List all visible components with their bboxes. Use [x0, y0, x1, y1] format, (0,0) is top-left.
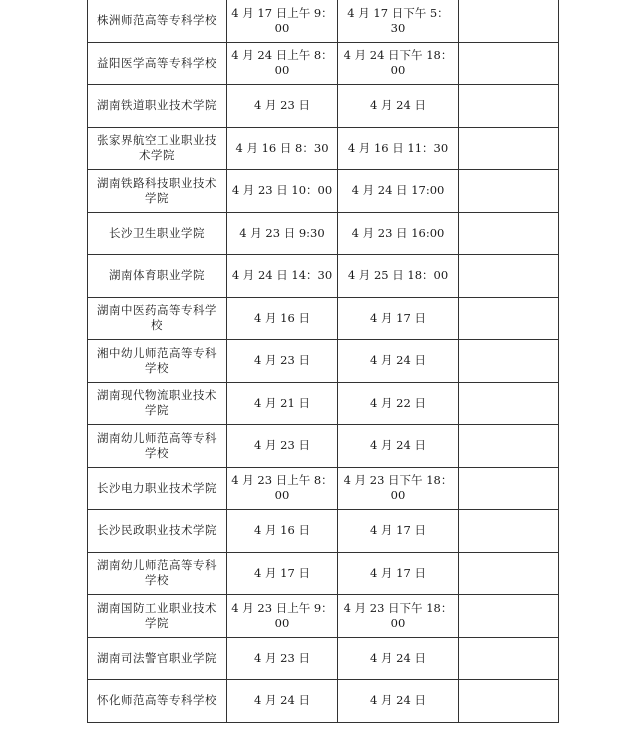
- school-name-cell: 湖南幼儿师范高等专科学校: [88, 552, 227, 595]
- end-time-cell: 4 月 17 日: [338, 297, 459, 340]
- note-cell: [459, 425, 559, 468]
- table-row: [88, 467, 559, 510]
- start-time-cell: 4 月 17 日: [227, 552, 338, 595]
- end-time-cell: 4 月 24 日: [338, 340, 459, 383]
- end-time-cell: 4 月 24 日: [338, 425, 459, 468]
- note-cell: [459, 467, 559, 510]
- school-name-cell: 张家界航空工业职业技术学院: [88, 127, 227, 170]
- start-time-cell: 4 月 23 日: [227, 637, 338, 680]
- note-cell: [459, 552, 559, 595]
- table-body: [88, 0, 559, 722]
- end-time-cell: 4 月 24 日 17:00: [338, 170, 459, 213]
- table-row: [88, 637, 559, 680]
- school-name-cell: 怀化师范高等专科学校: [88, 680, 227, 723]
- table-row: [88, 85, 559, 128]
- end-time-cell: 4 月 24 日下午 18：00: [338, 42, 459, 85]
- start-time-cell: 4 月 23 日 9:30: [227, 212, 338, 255]
- table-row: [88, 0, 559, 42]
- end-time-cell: 4 月 25 日 18：00: [338, 255, 459, 298]
- table-row: [88, 127, 559, 170]
- end-time-cell: 4 月 24 日: [338, 680, 459, 723]
- table-row: [88, 297, 559, 340]
- start-time-cell: 4 月 17 日上午 9：00: [227, 0, 338, 42]
- table-row: [88, 425, 559, 468]
- note-cell: [459, 255, 559, 298]
- start-time-cell: 4 月 23 日: [227, 85, 338, 128]
- start-time-cell: 4 月 23 日: [227, 340, 338, 383]
- end-time-cell: 4 月 23 日下午 18：00: [338, 595, 459, 638]
- start-time-cell: 4 月 23 日上午 8：00: [227, 467, 338, 510]
- start-time-cell: 4 月 16 日: [227, 510, 338, 553]
- start-time-cell: 4 月 23 日: [227, 425, 338, 468]
- school-name-cell: 长沙电力职业技术学院: [88, 467, 227, 510]
- table-row: [88, 340, 559, 383]
- school-name-cell: 湖南中医药高等专科学校: [88, 297, 227, 340]
- start-time-cell: 4 月 24 日上午 8：00: [227, 42, 338, 85]
- note-cell: [459, 85, 559, 128]
- schedule-table: [87, 0, 559, 723]
- note-cell: [459, 0, 559, 42]
- school-name-cell: 湖南铁道职业技术学院: [88, 85, 227, 128]
- end-time-cell: 4 月 23 日下午 18：00: [338, 467, 459, 510]
- end-time-cell: 4 月 17 日: [338, 552, 459, 595]
- note-cell: [459, 170, 559, 213]
- start-time-cell: 4 月 23 日 10：00: [227, 170, 338, 213]
- school-name-cell: 湖南司法警官职业学院: [88, 637, 227, 680]
- end-time-cell: 4 月 23 日 16:00: [338, 212, 459, 255]
- table-row: [88, 382, 559, 425]
- note-cell: [459, 340, 559, 383]
- end-time-cell: 4 月 16 日 11：30: [338, 127, 459, 170]
- start-time-cell: 4 月 23 日上午 9：00: [227, 595, 338, 638]
- table-row: [88, 552, 559, 595]
- note-cell: [459, 510, 559, 553]
- note-cell: [459, 212, 559, 255]
- start-time-cell: 4 月 24 日 14：30: [227, 255, 338, 298]
- school-name-cell: 湖南体育职业学院: [88, 255, 227, 298]
- school-name-cell: 湖南幼儿师范高等专科学校: [88, 425, 227, 468]
- note-cell: [459, 382, 559, 425]
- school-name-cell: 株洲师范高等专科学校: [88, 0, 227, 42]
- school-name-cell: 湘中幼儿师范高等专科学校: [88, 340, 227, 383]
- table-row: [88, 255, 559, 298]
- note-cell: [459, 297, 559, 340]
- start-time-cell: 4 月 21 日: [227, 382, 338, 425]
- note-cell: [459, 127, 559, 170]
- end-time-cell: 4 月 24 日: [338, 85, 459, 128]
- start-time-cell: 4 月 24 日: [227, 680, 338, 723]
- end-time-cell: 4 月 17 日: [338, 510, 459, 553]
- table-row: [88, 595, 559, 638]
- note-cell: [459, 680, 559, 723]
- table-row: [88, 170, 559, 213]
- school-name-cell: 湖南铁路科技职业技术学院: [88, 170, 227, 213]
- end-time-cell: 4 月 24 日: [338, 637, 459, 680]
- end-time-cell: 4 月 17 日下午 5：30: [338, 0, 459, 42]
- start-time-cell: 4 月 16 日 8：30: [227, 127, 338, 170]
- table-row: [88, 510, 559, 553]
- note-cell: [459, 42, 559, 85]
- school-name-cell: 湖南国防工业职业技术学院: [88, 595, 227, 638]
- school-name-cell: 益阳医学高等专科学校: [88, 42, 227, 85]
- table-row: [88, 42, 559, 85]
- school-name-cell: 长沙卫生职业学院: [88, 212, 227, 255]
- school-name-cell: 长沙民政职业技术学院: [88, 510, 227, 553]
- note-cell: [459, 595, 559, 638]
- end-time-cell: 4 月 22 日: [338, 382, 459, 425]
- note-cell: [459, 637, 559, 680]
- start-time-cell: 4 月 16 日: [227, 297, 338, 340]
- school-name-cell: 湖南现代物流职业技术学院: [88, 382, 227, 425]
- table-row: [88, 212, 559, 255]
- table-row: [88, 680, 559, 723]
